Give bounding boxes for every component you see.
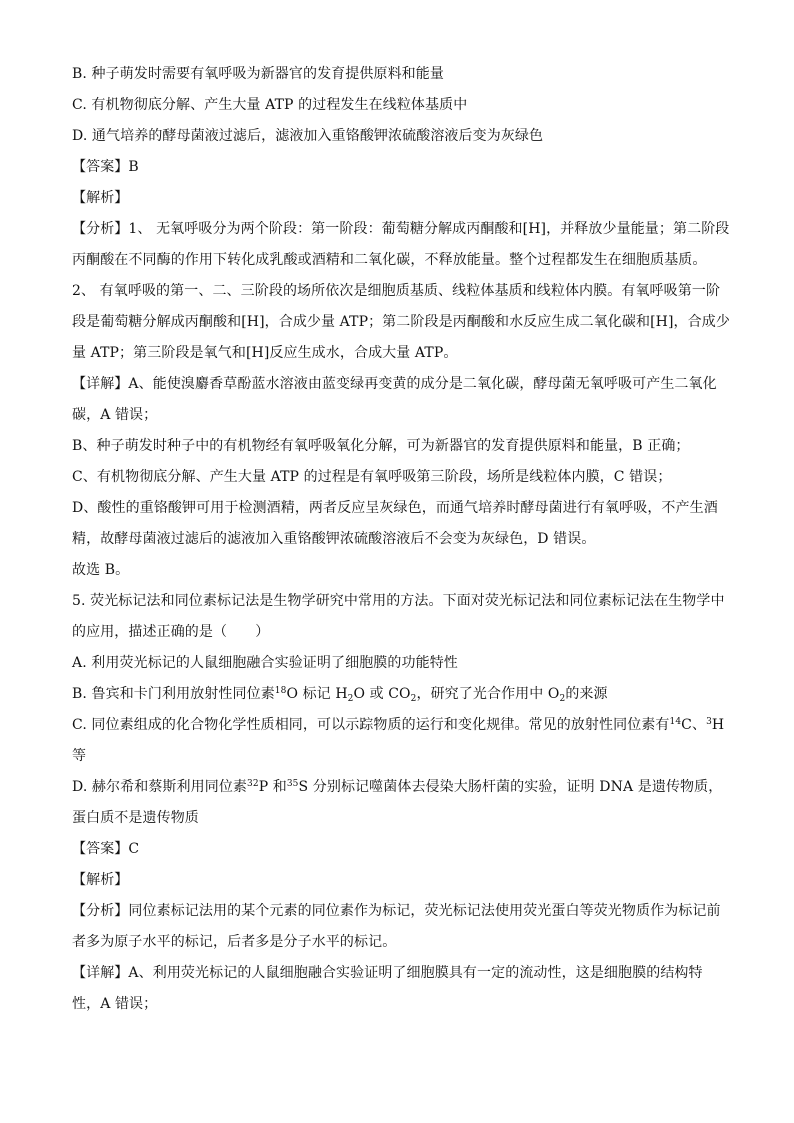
q5-option-a: A. 利用荧光标记的人鼠细胞融合实验证明了细胞膜的功能特性 <box>72 655 458 671</box>
document-page <box>72 62 730 1016</box>
xiangjie-tag: 【详解】 <box>72 965 129 981</box>
q4-xiangjie-b: B、种子萌发时种子中的有机物经有氧呼吸氧化分解，可为新器官的发育提供原料和能量，B 正确； <box>72 438 690 454</box>
q4-fenxi-2c: 量 ATP；第三阶段是氧气和[H]反应生成水，合成大量 ATP。 <box>72 345 458 361</box>
q5-xiangjie-a1 <box>72 961 724 985</box>
q4-fenxi-2b: 段是葡萄糖分解成丙酮酸和[H]，合成少量 ATP；第二阶段是丙酮酸和水反应生成二氧化碳和[H]，合成少 <box>72 314 730 330</box>
text-run: H <box>711 717 725 733</box>
superscript: 14 <box>669 717 682 727</box>
q5-option-c-1 <box>72 713 724 737</box>
q5-fenxi-1 <box>72 899 724 923</box>
fenxi-text: 1、 无氧呼吸分为两个阶段：第一阶段：葡萄糖分解成丙酮酸和[H]，并释放少量能量；第二阶段 <box>128 221 730 237</box>
text-run: 的来源 <box>565 686 608 702</box>
q4-conclusion: 故选 B。 <box>72 562 130 578</box>
xiangjie-text: A、利用荧光标记的人鼠细胞融合实验证明了细胞膜具有一定的流动性，这是细胞膜的结构特 <box>128 965 703 981</box>
q5-answer <box>72 837 724 861</box>
answer-tag: 【答案】 <box>72 841 129 857</box>
text-run: P 和 <box>258 779 287 795</box>
q4-option-b: B. 种子萌发时需要有氧呼吸为新器官的发育提供原料和能量 <box>72 66 444 82</box>
subscript: 2 <box>559 694 566 704</box>
q4-answer <box>72 155 724 179</box>
text-run: D. 赫尔希和蔡斯利用同位素 <box>72 779 248 795</box>
fenxi-text: 同位素标记法用的某个元素的同位素作为标记，荧光标记法使用荧光蛋白等荧光物质作为标记前 <box>128 903 721 919</box>
q4-xiangjie-d1: D、酸性的重铬酸钾可用于检测酒精，两者反应呈灰绿色，而通气培养时酵母菌进行有氧呼吸，不产生酒 <box>72 500 718 516</box>
q5-stem-1: 5. 荧光标记法和同位素标记法是生物学研究中常用的方法。下面对荧光标记法和同位素标记法在生物学中 <box>72 593 725 609</box>
q4-analysis-tag: 【解析】 <box>72 190 129 206</box>
answer-tag: 【答案】 <box>72 159 129 175</box>
subscript: 2 <box>347 694 354 704</box>
q5-option-b <box>72 682 724 706</box>
superscript: 3 <box>706 717 712 727</box>
text-run: S 分别标记噬菌体去侵染大肠杆菌的实验，证明 DNA 是遗传物质， <box>298 779 723 795</box>
q5-option-c-2: 等 <box>72 748 87 764</box>
q4-fenxi-2a: 2、 有氧呼吸的第一、二、三阶段的场所依次是细胞质基质、线粒体基质和线粒体内膜。有氧呼吸第一阶 <box>72 283 721 299</box>
q4-fenxi-1b: 丙酮酸在不同酶的作用下转化成乳酸或酒精和二氧化碳，不释放能量。整个过程都发生在细胞质基质。 <box>72 252 707 268</box>
text-run: C. 同位素组成的化合物化学性质相同，可以示踪物质的运行和变化规律。常见的放射性同位素有 <box>72 717 670 733</box>
subscript: 2 <box>410 694 417 704</box>
answer-value: C <box>128 841 140 857</box>
fenxi-tag: 【分析】 <box>72 221 129 237</box>
fenxi-tag: 【分析】 <box>72 903 129 919</box>
text-run: C、 <box>681 717 707 733</box>
q5-option-d-2: 蛋白质不是遗传物质 <box>72 810 199 826</box>
q5-option-d-1 <box>72 775 724 799</box>
q4-fenxi-1a <box>72 217 730 241</box>
q4-xiangjie-a2: 碳，A 错误； <box>72 407 158 423</box>
superscript: 32 <box>247 779 259 789</box>
text-run: O 标记 H <box>286 686 348 702</box>
q5-stem-2: 的应用，描述正确的是（ ） <box>72 624 270 640</box>
text-run: O 或 CO <box>353 686 411 702</box>
xiangjie-tag: 【详解】 <box>72 376 129 392</box>
q5-fenxi-2: 者多为原子水平的标记，后者多是分子水平的标记。 <box>72 934 397 950</box>
q4-option-d: D. 通气培养的酵母菌液过滤后，滤液加入重铬酸钾浓硫酸溶液后变为灰绿色 <box>72 128 544 144</box>
q5-xiangjie-a2: 性，A 错误； <box>72 996 158 1012</box>
superscript: 18 <box>274 686 287 696</box>
superscript: 35 <box>286 779 299 789</box>
text-run: ，研究了光合作用中 O <box>416 686 560 702</box>
q4-xiangjie-d2: 精，故酵母菌液过滤后的滤液加入重铬酸钾浓硫酸溶液后不会变为灰绿色，D 错误。 <box>72 531 596 547</box>
text-run: B. 鲁宾和卡门利用放射性同位素 <box>72 686 275 702</box>
q4-xiangjie-c: C、有机物彻底分解、产生大量 ATP 的过程是有氧呼吸第三阶段，场所是线粒体内膜，C 错误； <box>72 469 672 485</box>
xiangjie-text: A、能使溴麝香草酚蓝水溶液由蓝变绿再变黄的成分是二氧化碳，酵母菌无氧呼吸可产生二氧化 <box>128 376 717 392</box>
q4-xiangjie-a1 <box>72 372 724 396</box>
q5-analysis-tag: 【解析】 <box>72 872 129 888</box>
q4-option-c: C. 有机物彻底分解、产生大量 ATP 的过程发生在线粒体基质中 <box>72 97 468 113</box>
answer-value: B <box>128 159 139 175</box>
